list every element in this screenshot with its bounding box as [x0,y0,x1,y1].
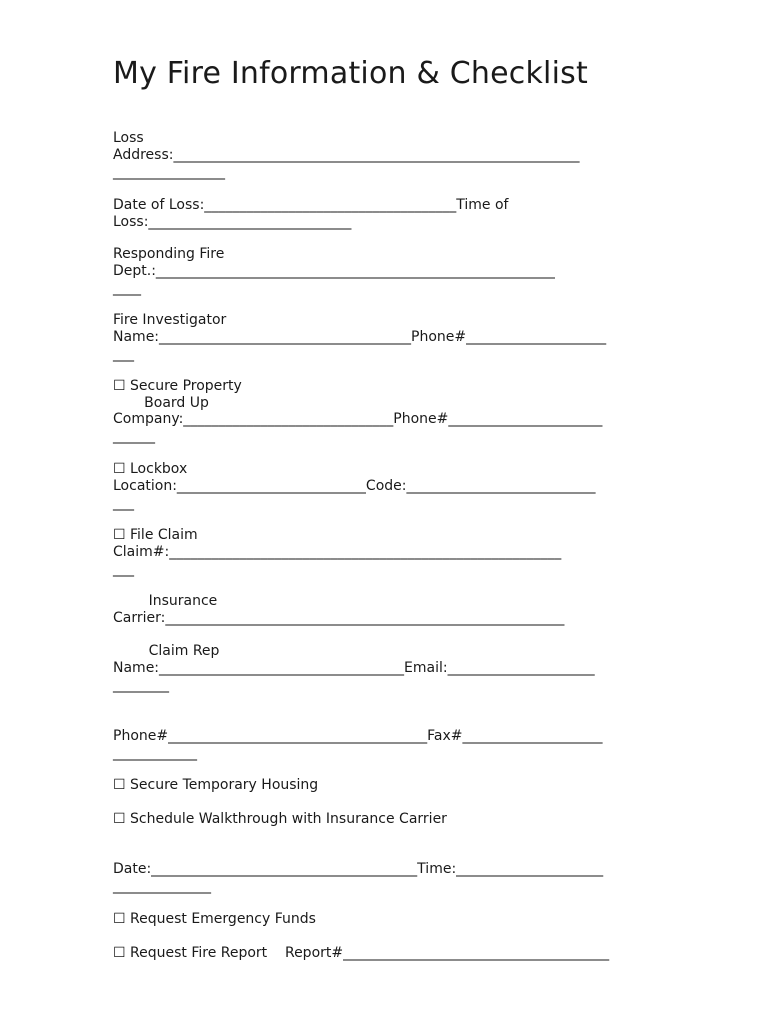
insurance-label: Insurance [113,593,218,609]
secure-property-checkbox-item: ☐ Secure Property [113,378,242,394]
insurance-carrier-line: Carrier:_________________________________________________________ [113,610,565,626]
claim-rep-label: Claim Rep [113,643,220,659]
responding-fire-dept-line-cont: ____ [113,280,141,296]
lockbox-line-cont: ___ [113,495,134,511]
board-up-company-phone-line: Company:______________________________Phone#______________________ [113,411,603,427]
date-time-line: Date:______________________________________Time:_____________________ [113,861,604,877]
phone-fax-line: Phone#_____________________________________Fax#____________________ [113,728,603,744]
loss-address-line-cont: ________________ [113,164,225,180]
claim-rep-name-email-line: Name:___________________________________Email:_____________________ [113,660,595,676]
claim-number-line-cont: ___ [113,561,134,577]
board-up-label: Board Up [113,395,209,411]
responding-fire-dept-line: Dept.:_________________________________________________________ [113,263,555,279]
fire-investigator-label: Fire Investigator [113,312,227,328]
schedule-walkthrough-checkbox-item: ☐ Schedule Walkthrough with Insurance Carrier [113,811,447,827]
loss-address-line: Address:__________________________________________________________ [113,147,580,163]
request-emergency-funds-checkbox-item: ☐ Request Emergency Funds [113,911,316,927]
request-fire-report-checkbox-item: ☐ Request Fire Report Report#______________________________________ [113,945,610,961]
date-time-line-cont: ______________ [113,878,211,894]
claim-number-line: Claim#:________________________________________________________ [113,544,562,560]
lockbox-location-code-line: Location:___________________________Code:___________________________ [113,478,596,494]
lockbox-checkbox-item: ☐ Lockbox [113,461,188,477]
loss-address-label: Loss [113,130,144,146]
time-of-loss-line: Loss:_____________________________ [113,214,352,230]
claim-rep-line-cont: ________ [113,677,169,693]
board-up-line-cont: ______ [113,428,155,444]
secure-temporary-housing-checkbox-item: ☐ Secure Temporary Housing [113,777,319,793]
file-claim-checkbox-item: ☐ File Claim [113,527,198,543]
investigator-name-phone-line: Name:____________________________________Phone#____________________ [113,329,607,345]
document-title: My Fire Information & Checklist [113,56,588,91]
date-time-of-loss-line: Date of Loss:____________________________________Time of [113,197,509,213]
responding-fire-label: Responding Fire [113,246,225,262]
phone-fax-line-cont: ____________ [113,745,197,761]
investigator-line-cont: ___ [113,346,134,362]
